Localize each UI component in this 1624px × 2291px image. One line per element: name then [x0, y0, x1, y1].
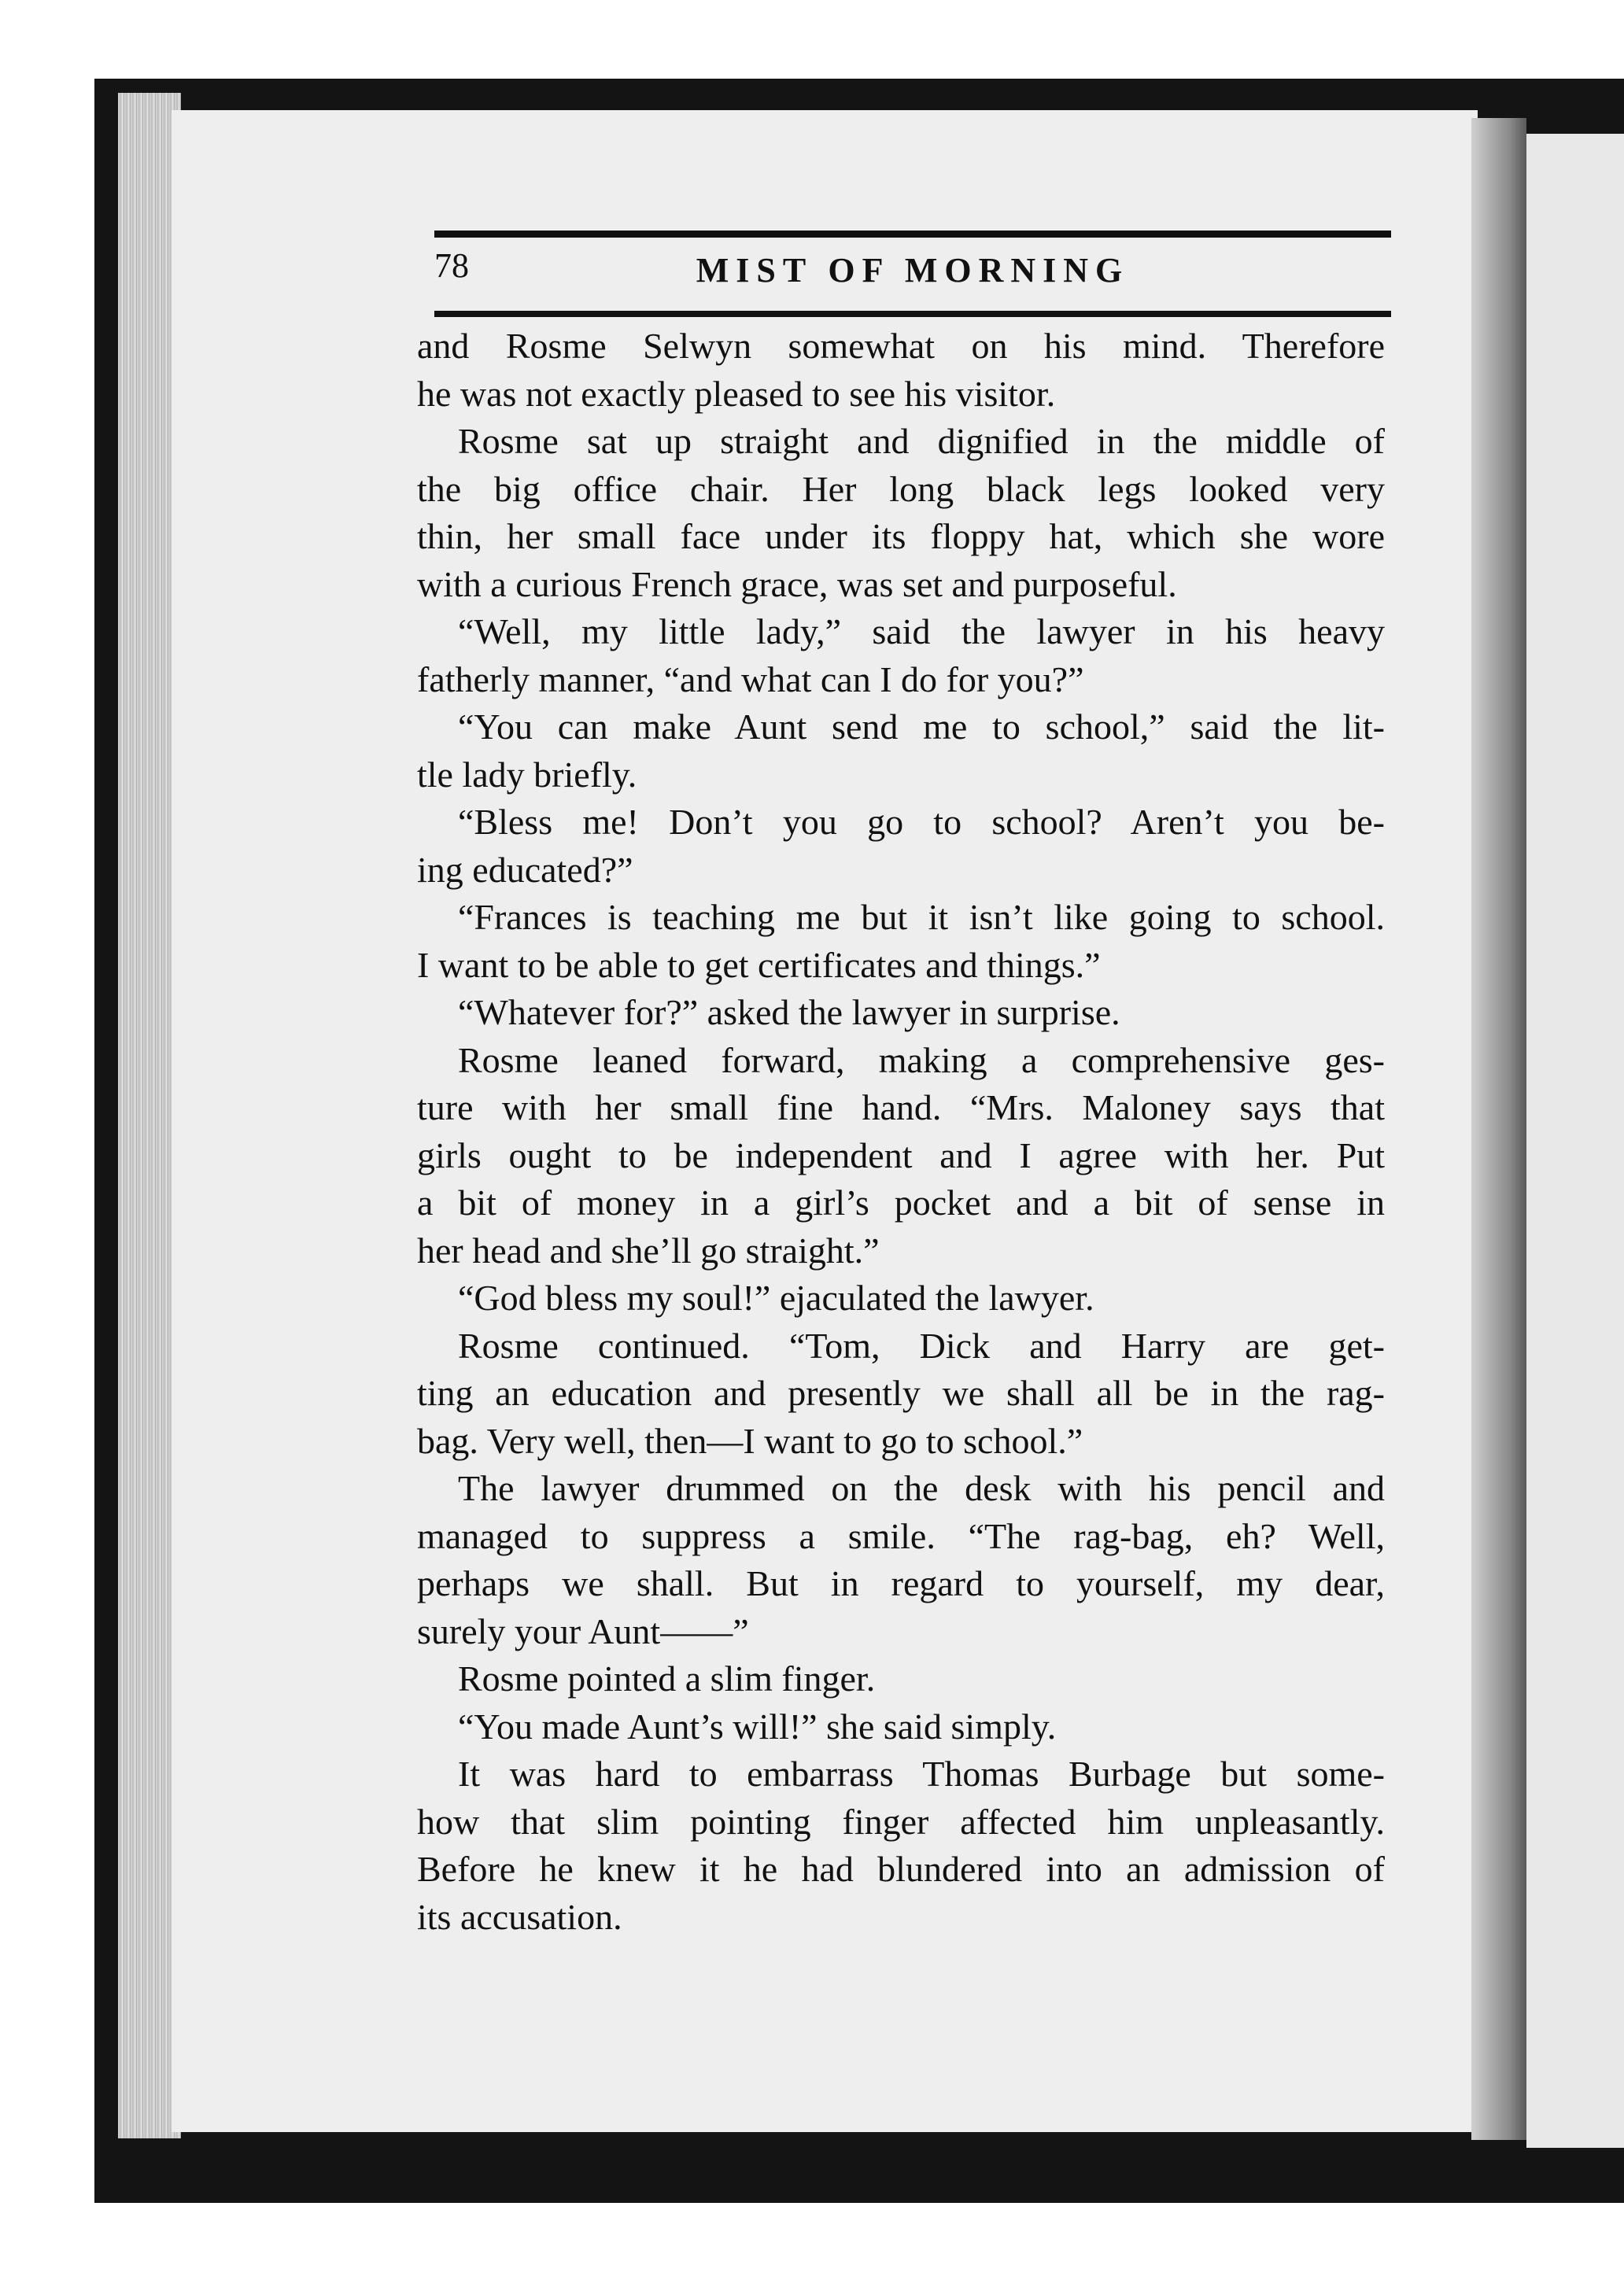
adjacent-page-edge	[1526, 134, 1624, 2148]
text-line: The lawyer drummed on the desk with his pencil and	[458, 1468, 1385, 1508]
text-line: I want to be able to get certificates and things.”	[417, 944, 1101, 985]
text-line: ing educated?”	[417, 849, 633, 890]
text-line: Rosme pointed a slim finger.	[458, 1658, 876, 1699]
text-line: It was hard to embarrass Thomas Burbage but some-	[458, 1754, 1385, 1794]
text-line: Rosme leaned forward, making a comprehensive ges-	[458, 1039, 1385, 1080]
text-line: bag. Very well, then—I want to go to school.”	[417, 1420, 1083, 1461]
text-line: “Bless me! Don’t you go to school? Aren’t you be-	[458, 802, 1385, 842]
text-line: thin, her small face under its floppy hat, which she wore	[417, 516, 1385, 556]
gutter-shadow	[1471, 118, 1526, 2140]
text-line: how that slim pointing finger affected him unpleasantly.	[417, 1801, 1385, 1842]
text-line: with a curious French grace, was set and purposeful.	[417, 563, 1177, 604]
text-line: perhaps we shall. But in regard to yourself, my dear,	[417, 1563, 1385, 1603]
text-line: “God bless my soul!” ejaculated the lawyer.	[458, 1278, 1094, 1318]
text-line: fatherly manner, “and what can I do for you?”	[417, 659, 1084, 699]
text-line: “You can make Aunt send me to school,” said the lit-	[458, 706, 1385, 747]
text-line: Rosme sat up straight and dignified in the middle of	[458, 421, 1385, 461]
text-line: “Well, my little lady,” said the lawyer in his heavy	[458, 611, 1385, 651]
text-line: “Whatever for?” asked the lawyer in surprise.	[458, 992, 1120, 1032]
text-line: and Rosme Selwyn somewhat on his mind. Therefore	[417, 326, 1385, 366]
text-line: the big office chair. Her long black legs looked very	[417, 468, 1385, 509]
text-line: ting an education and presently we shall all be in the rag-	[417, 1373, 1385, 1413]
text-line: tle lady briefly.	[417, 754, 637, 795]
running-head	[434, 242, 1391, 305]
body-text	[417, 323, 1385, 1941]
text-line: surely your Aunt——”	[417, 1610, 749, 1651]
text-line: its accusation.	[417, 1896, 622, 1937]
text-line: her head and she’ll go straight.”	[417, 1230, 880, 1271]
text-line: Before he knew it he had blundered into an admission of	[417, 1849, 1385, 1889]
text-line: he was not exactly pleased to see his visitor.	[417, 373, 1056, 414]
page-number: 78	[434, 246, 469, 285]
book-title: MIST OF MORNING	[696, 251, 1130, 290]
text-line: a bit of money in a girl’s pocket and a bit of sense in	[417, 1182, 1385, 1223]
header-rule-bottom	[434, 311, 1391, 317]
text-line: Rosme continued. “Tom, Dick and Harry are get-	[458, 1325, 1385, 1366]
text-line: managed to suppress a smile. “The rag-bag, eh? Well,	[417, 1515, 1385, 1556]
text-line: ture with her small fine hand. “Mrs. Maloney says that	[417, 1087, 1385, 1127]
text-line: “You made Aunt’s will!” she said simply.	[458, 1706, 1057, 1747]
text-line: girls ought to be independent and I agree with her. Put	[417, 1134, 1385, 1175]
header-rule-top	[434, 231, 1391, 238]
text-line: “Frances is teaching me but it isn’t like going to school.	[458, 897, 1385, 937]
